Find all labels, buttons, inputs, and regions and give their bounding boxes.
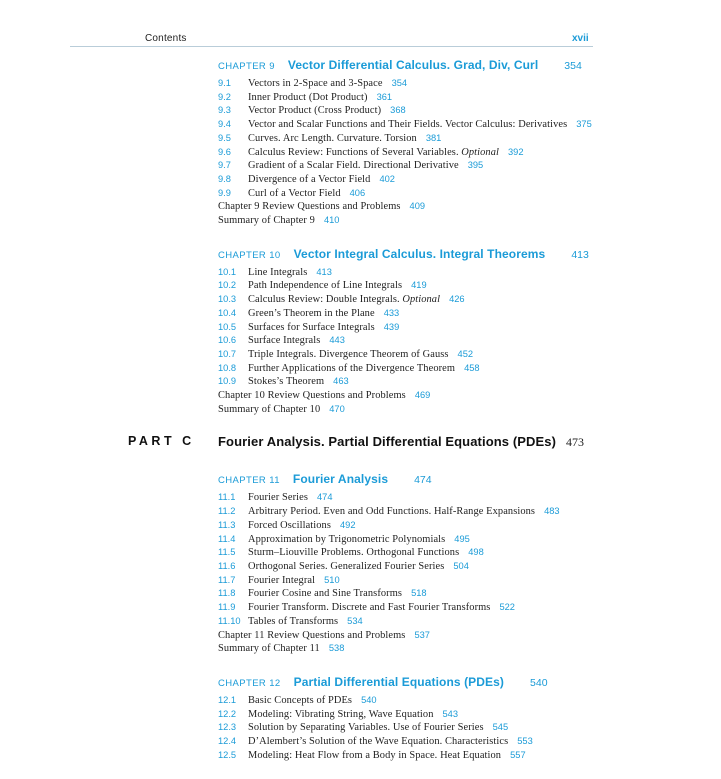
toc-section-row: [218, 91, 610, 105]
part-title: Fourier Analysis. Partial Differential Equations (PDEs): [218, 434, 557, 450]
toc-column: [128, 56, 610, 779]
section-number: 11.2: [218, 506, 236, 517]
section-title: Divergence of a Vector Field: [248, 173, 371, 185]
section-page-number: 433: [383, 307, 400, 318]
section-number: 10.3: [218, 294, 237, 305]
toc-section-row: [218, 491, 610, 505]
section-page-number: 439: [383, 321, 400, 332]
section-number: 10.5: [218, 321, 237, 332]
chapter-page-number: 474: [414, 474, 432, 487]
section-title: Inner Product (Dot Product): [248, 91, 368, 103]
chapter-title: Vector Differential Calculus. Grad, Div, Curl: [287, 58, 539, 72]
section-title: Gradient of a Scalar Field. Directional Derivative: [248, 160, 459, 172]
chapter-heading: [218, 673, 610, 691]
section-number: 10.9: [218, 376, 237, 387]
section-page-number: 361: [376, 91, 393, 102]
section-title-optional: Optional: [402, 294, 441, 306]
section-title: Forced Oscillations: [248, 519, 331, 531]
section-title: Surface Integrals: [248, 335, 321, 347]
chapter-label: CHAPTER 10: [218, 249, 281, 261]
section-title: Curl of a Vector Field: [248, 187, 341, 199]
section-title: Triple Integrals. Divergence Theorem of Gauss: [248, 348, 449, 360]
extra-page-number: 537: [414, 629, 430, 640]
section-number: 12.4: [218, 736, 237, 747]
section-page-number: 518: [411, 588, 427, 599]
toc-section-row: [218, 104, 610, 118]
section-page-number: 452: [457, 348, 474, 359]
page-number-roman: xvii: [572, 33, 589, 44]
toc-section-row: [218, 615, 610, 629]
section-title: D’Alembert’s Solution of the Wave Equation. Characteristics: [248, 736, 509, 748]
section-number: 9.3: [218, 105, 231, 116]
toc-section-row: [218, 587, 610, 601]
extra-title: Chapter 9 Review Questions and Problems: [218, 201, 401, 213]
section-title: Modeling: Vibrating String, Wave Equation: [248, 708, 434, 720]
section-page-number: 543: [442, 708, 459, 719]
section-title: Modeling: Heat Flow from a Body in Space. Heat Equation: [248, 749, 502, 761]
extra-page-number: 538: [328, 643, 345, 654]
section-page-number: 402: [379, 173, 395, 184]
toc-section-row: [218, 307, 610, 321]
section-title: Line Integrals: [248, 266, 308, 278]
toc-section-row: [218, 293, 610, 307]
section-number: 10.6: [218, 335, 237, 346]
toc-section-row: [218, 279, 610, 293]
section-number: 11.5: [218, 547, 236, 558]
toc-section-row: [218, 749, 610, 763]
chapter-block: [218, 56, 610, 228]
section-title: Path Independence of Line Integrals: [248, 280, 403, 292]
toc-section-row: [218, 321, 610, 335]
section-title: Basic Concepts of PDEs: [248, 694, 353, 706]
chapter-label: CHAPTER 12: [218, 677, 281, 689]
chapter-heading: [218, 470, 610, 488]
section-page-number: 553: [517, 736, 533, 747]
section-title: Orthogonal Series. Generalized Fourier Series: [248, 560, 445, 572]
extra-page-number: 409: [409, 201, 426, 212]
section-title: Vector Product (Cross Product): [248, 105, 382, 117]
section-page-number: 540: [361, 694, 377, 705]
chapter-title: Partial Differential Equations (PDEs): [293, 674, 505, 689]
section-number: 10.8: [218, 362, 237, 373]
toc-section-row: [218, 132, 610, 146]
section-page-number: 534: [347, 615, 363, 626]
toc-section-row: [218, 546, 610, 560]
section-number: 9.2: [218, 91, 231, 102]
toc-extra-row: [218, 389, 610, 403]
section-title: Vector and Scalar Functions and Their Fields. Vector Calculus: Derivatives: [248, 119, 568, 131]
section-number: 9.8: [218, 173, 231, 184]
chapter-label: CHAPTER 9: [218, 61, 275, 72]
chapter-title: Fourier Analysis: [292, 472, 389, 487]
section-title: Vectors in 2-Space and 3-Space: [248, 78, 383, 89]
toc-extra-row: [218, 214, 610, 228]
section-title: Green’s Theorem in the Plane: [248, 307, 375, 319]
section-number: 9.6: [218, 146, 231, 157]
header-rule: [70, 46, 593, 47]
section-number: 9.5: [218, 132, 231, 143]
toc-section-row: [218, 694, 610, 708]
toc-section-row: [218, 77, 610, 91]
section-number: 11.7: [218, 574, 236, 585]
section-page-number: 406: [349, 187, 366, 198]
chapter-page-number: 413: [571, 248, 589, 261]
section-title: Surfaces for Surface Integrals: [248, 321, 375, 333]
chapter-title: Vector Integral Calculus. Integral Theorems: [293, 246, 546, 261]
section-page-number: 426: [449, 294, 465, 305]
chapter-block: [218, 245, 610, 417]
section-number: 12.1: [218, 694, 237, 705]
section-page-number: 413: [316, 266, 332, 277]
section-number: 10.7: [218, 348, 237, 359]
section-number: 11.8: [218, 588, 236, 599]
section-page-number: 395: [467, 160, 484, 171]
extra-page-number: 470: [329, 403, 345, 414]
section-page-number: 458: [464, 362, 480, 373]
section-page-number: 474: [316, 492, 333, 503]
section-page-number: 557: [510, 749, 526, 760]
section-page-number: 522: [499, 602, 515, 613]
section-number: 9.4: [218, 119, 231, 130]
toc-section-row: [218, 348, 610, 362]
chapter-page-number: 354: [564, 60, 582, 72]
section-title: Further Applications of the Divergence Theorem: [248, 362, 456, 374]
section-page-number: 498: [468, 547, 484, 558]
toc-section-row: [218, 118, 610, 132]
extra-title: Chapter 11 Review Questions and Problems: [218, 629, 406, 641]
chapter-label: CHAPTER 11: [218, 475, 280, 487]
section-title: Calculus Review: Functions of Several Variables.: [248, 146, 459, 158]
extra-title: Summary of Chapter 11: [218, 643, 320, 655]
toc-section-row: [218, 187, 610, 201]
section-title: Arbitrary Period. Even and Odd Functions. Half-Range Expansions: [248, 506, 536, 518]
section-number: 11.4: [218, 533, 236, 544]
section-number: 10.2: [218, 280, 237, 291]
section-number: 10.1: [218, 266, 237, 277]
toc-section-row: [218, 708, 610, 722]
toc-section-row: [218, 159, 610, 173]
section-page-number: 492: [340, 519, 356, 530]
section-title: Stokes’s Theorem: [248, 376, 325, 388]
section-title: Fourier Integral: [248, 574, 316, 586]
section-number: 12.2: [218, 708, 237, 719]
chapter-page-number: 540: [530, 676, 548, 689]
toc-section-row: [218, 334, 610, 348]
section-title: Curves. Arc Length. Curvature. Torsion: [248, 132, 417, 144]
toc-section-row: [218, 560, 610, 574]
section-title: Fourier Series: [248, 492, 308, 504]
section-page-number: 368: [390, 105, 406, 116]
section-title: Fourier Cosine and Sine Transforms: [248, 588, 403, 600]
toc-extra-row: [218, 642, 610, 656]
section-number: 10.4: [218, 307, 237, 318]
section-page-number: 354: [391, 78, 408, 88]
extra-page-number: 469: [414, 390, 431, 401]
section-page-number: 419: [411, 280, 427, 291]
toc-section-row: [218, 375, 610, 389]
section-page-number: 392: [508, 146, 524, 157]
section-title: Tables of Transforms: [248, 615, 339, 627]
section-number: 9.9: [218, 187, 231, 198]
section-page-number: 381: [425, 132, 442, 143]
toc-section-row: [218, 505, 610, 519]
section-title: Solution by Separating Variables. Use of Fourier Series: [248, 722, 484, 734]
toc-section-row: [218, 519, 610, 533]
chapter-block: [218, 673, 610, 763]
section-page-number: 483: [544, 506, 560, 517]
toc-section-row: [218, 574, 610, 588]
toc-section-row: [218, 601, 610, 615]
section-number: 9.1: [218, 78, 231, 88]
extra-title: Chapter 10 Review Questions and Problems: [218, 390, 406, 402]
section-page-number: 375: [576, 119, 592, 130]
extra-page-number: 410: [323, 215, 340, 226]
toc-section-row: [218, 362, 610, 376]
section-number: 11.6: [218, 560, 236, 571]
extra-title: Summary of Chapter 10: [218, 403, 321, 415]
section-number: 12.5: [218, 749, 237, 760]
section-page-number: 463: [333, 376, 349, 387]
toc-section-row: [218, 735, 610, 749]
chapter-heading: [218, 245, 610, 263]
section-page-number: 495: [454, 533, 470, 544]
section-number: 11.10: [218, 615, 241, 626]
section-page-number: 504: [453, 560, 469, 571]
chapter-block: [218, 470, 610, 655]
toc-section-row: [218, 721, 610, 735]
part-label: PART C: [128, 434, 195, 449]
section-title: Sturm–Liouville Problems. Orthogonal Functions: [248, 547, 460, 559]
toc-section-row: [218, 146, 610, 160]
section-title: Approximation by Trigonometric Polynomials: [248, 533, 446, 545]
section-number: 9.7: [218, 160, 231, 171]
toc-extra-row: [218, 200, 610, 214]
section-number: 12.3: [218, 722, 237, 733]
section-number: 11.3: [218, 519, 236, 530]
toc-extra-row: [218, 403, 610, 417]
section-number: 11.1: [218, 492, 236, 503]
section-number: 11.9: [218, 602, 236, 613]
section-page-number: 510: [324, 574, 340, 585]
toc-section-row: [218, 173, 610, 187]
section-title: Fourier Transform. Discrete and Fast Fourier Transforms: [248, 602, 491, 614]
part-page-number: 473: [566, 435, 585, 450]
section-page-number: 443: [329, 335, 345, 346]
section-title: Calculus Review: Double Integrals.: [248, 294, 400, 306]
running-header-title: Contents: [145, 33, 187, 44]
toc-extra-row: [218, 629, 610, 643]
section-page-number: 545: [492, 722, 509, 733]
toc-section-row: [218, 533, 610, 547]
chapter-heading: [218, 56, 610, 74]
section-title-optional: Optional: [461, 146, 500, 158]
toc-section-row: [218, 266, 610, 280]
part-heading: [128, 433, 610, 451]
extra-title: Summary of Chapter 9: [218, 215, 315, 227]
